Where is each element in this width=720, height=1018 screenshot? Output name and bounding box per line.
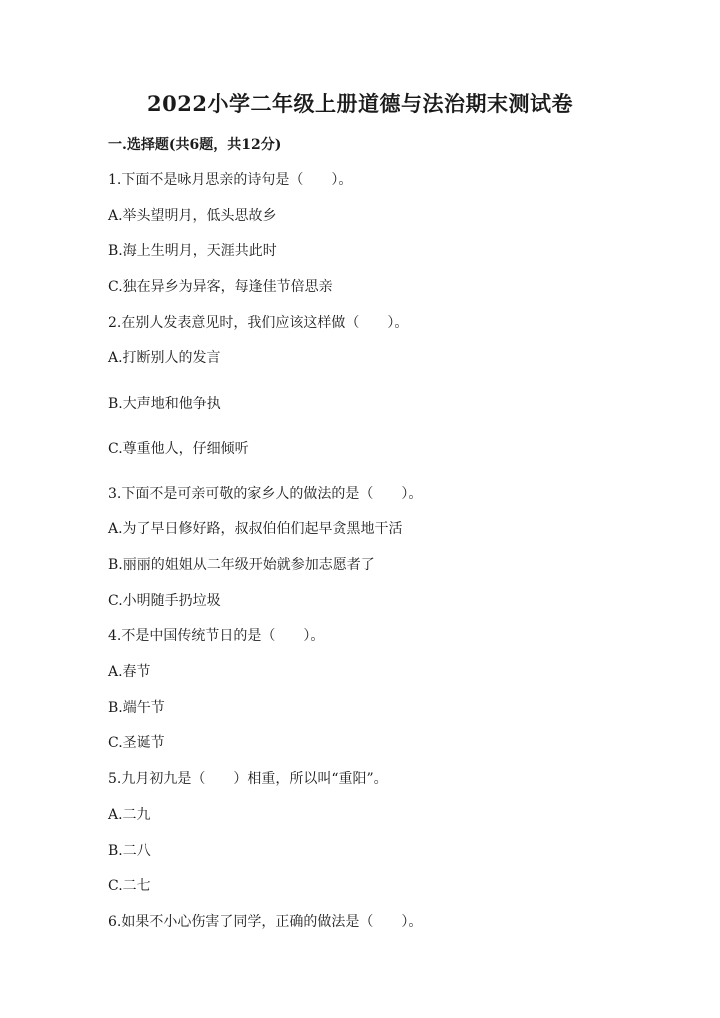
question-5-option-a: A.二九 [108,807,151,823]
page-title: 2022小学二年级上册道德与法治期末测试卷 [147,91,573,116]
question-1-option-a: A.举头望明月，低头思故乡 [108,208,277,224]
question-4-option-b: B.端午节 [108,700,165,716]
question-3-option-a: A.为了早日修好路，叔叔伯伯们起早贪黑地干活 [108,521,403,537]
question-5-stem: 5.九月初九是（ ）相重，所以叫“重阳”。 [108,771,388,787]
question-2-option-a: A.打断别人的发言 [108,350,221,366]
question-2-stem: 2.在别人发表意见时，我们应该这样做（ ）。 [108,315,409,331]
question-1-stem: 1.下面不是咏月思亲的诗句是（ ）。 [108,172,353,188]
question-4-option-c: C.圣诞节 [108,735,165,751]
question-3-option-c: C.小明随手扔垃圾 [108,593,221,609]
question-3-stem: 3.下面不是可亲可敬的家乡人的做法的是（ ）。 [108,486,423,502]
question-4-option-a: A.春节 [108,664,151,680]
question-6-stem: 6.如果不小心伤害了同学，正确的做法是（ ）。 [108,914,423,930]
question-5-option-c: C.二七 [108,878,151,894]
question-1-option-c: C.独在异乡为异客，每逢佳节倍思亲 [108,279,333,295]
question-1-option-b: B.海上生明月，天涯共此时 [108,243,277,259]
question-5-option-b: B.二八 [108,843,151,859]
question-2-option-c: C.尊重他人，仔细倾听 [108,441,249,457]
section-heading: 一.选择题(共6题，共12分) [108,137,282,153]
question-4-stem: 4.不是中国传统节日的是（ ）。 [108,628,325,644]
question-3-option-b: B.丽丽的姐姐从二年级开始就参加志愿者了 [108,557,375,573]
question-2-option-b: B.大声地和他争执 [108,396,221,412]
